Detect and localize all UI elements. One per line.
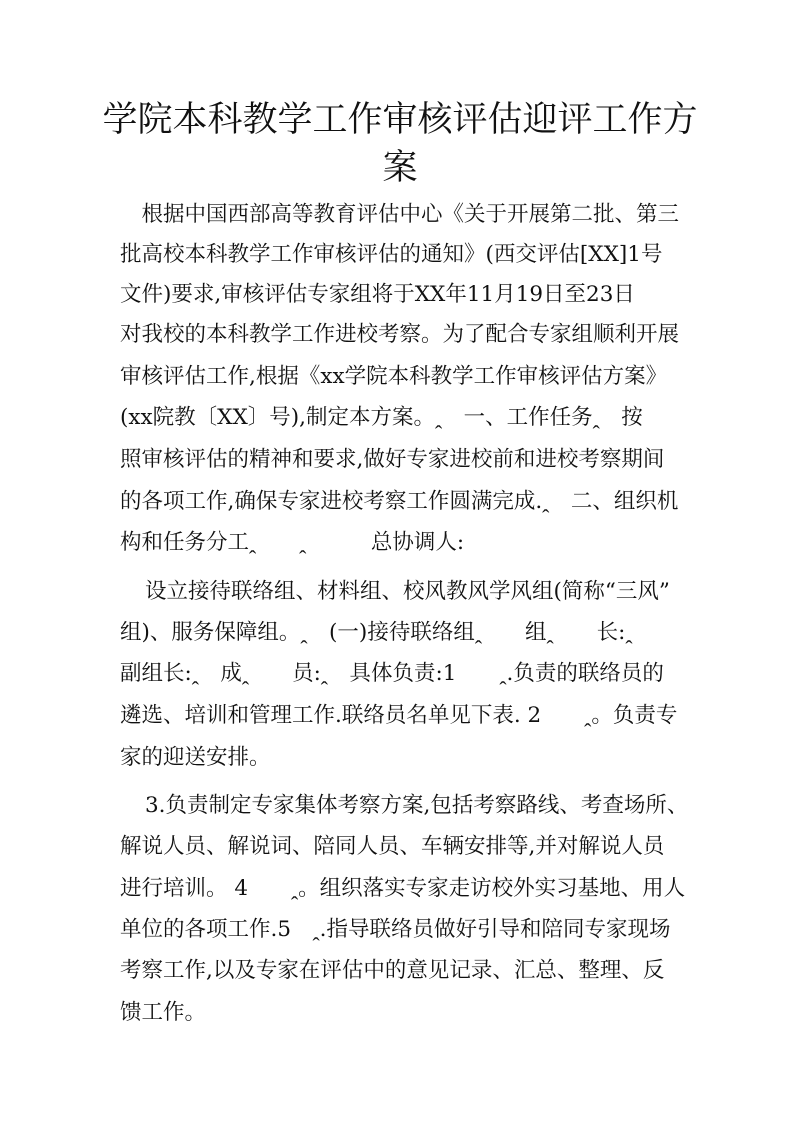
body-line-12: 副组长:ꞈ 成ꞈ 员:ꞈ 具体负责:1 ꞈ.负责的联络员的 [120, 661, 664, 686]
body-line-8: 的各项工作,确保专家进校考察工作圆满完成.ꞈ 二、组织机 [120, 489, 679, 514]
body-line-15: 3.负责制定专家集体考察方案,包括考察路线、考查场所、 [145, 793, 689, 818]
body-line-13: 遴选、培训和管理工作.联络员名单见下表. 2 ꞈ。负责专 [120, 703, 678, 728]
body-line-6: (xx院教〔XX〕号),制定本方案。ꞈ 一、工作任务ꞈ 按 [120, 405, 643, 430]
body-line-16: 解说人员、解说词、陪同人员、车辆安排等,并对解说人员 [120, 834, 665, 859]
body-line-19: 考察工作,以及专家在评估中的意见记录、汇总、整理、反 [120, 958, 665, 983]
body-line-17: 进行培训。 4 ꞈ。组织落实专家走访校外实习基地、用人 [120, 876, 686, 901]
document-title [100, 96, 700, 192]
body-line-14: 家的迎送安排。 [120, 745, 271, 770]
body-line-2: 批高校本科教学工作审核评估的通知》(西交评估[XX]1号 [120, 242, 663, 267]
body-line-18: 单位的各项工作.5 ꞈ.指导联络员做好引导和陪同专家现场 [120, 917, 671, 942]
body-line-10: 设立接待联络组、材料组、校风教风学风组(简称“三风” [145, 579, 670, 604]
body-line-7: 照审核评估的精神和要求,做好专家进校前和进校考察期间 [120, 447, 665, 472]
body-line-4: 对我校的本科教学工作进校考察。为了配合专家组顺利开展 [120, 322, 680, 347]
body-line-9: 构和任务分工ꞈ ꞈ 总协调人: [120, 530, 465, 555]
document-title-line-2: 案 [382, 148, 418, 188]
document-title-line-1: 学院本科教学工作审核评估迎评工作方 [102, 100, 698, 140]
body-line-1: 根据中国西部高等教育评估中心《关于开展第二批、第三 [120, 202, 680, 227]
body-line-11: 组)、服务保障组。ꞈ (一)接待联络组ꞈ 组ꞈ 长:ꞈ [120, 620, 633, 645]
body-line-20: 馈工作。 [120, 1000, 207, 1025]
body-line-3: 文件)要求,审核评估专家组将于XX年11月19日至23日 [120, 282, 635, 307]
body-line-5: 审核评估工作,根据《xx学院本科教学工作审核评估方案》 [120, 364, 668, 389]
